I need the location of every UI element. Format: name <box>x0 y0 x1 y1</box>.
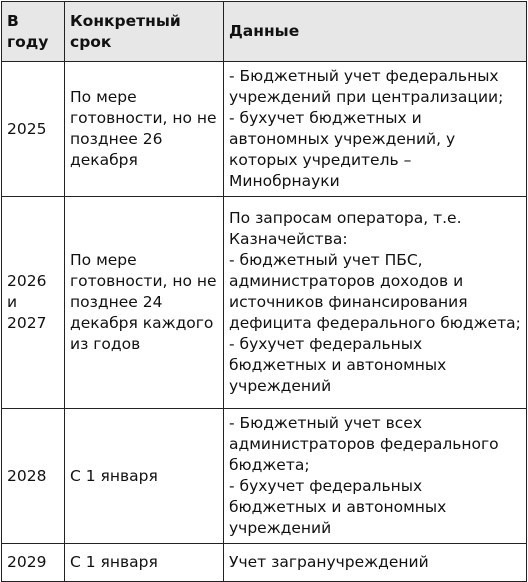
cell-data <box>224 544 527 582</box>
data-line: Учет загранучреждений <box>229 553 429 571</box>
data-line: - Бюджетный учет федеральных учреждений при централизации; <box>229 67 504 106</box>
cell-term: С 1 января <box>65 544 224 582</box>
header-row <box>2 2 527 62</box>
data-line: - бюджетный учет ПБС, администраторов доходов и источников финансирования дефицита федерального бюджета; <box>229 251 521 332</box>
data-line: - Бюджетный учет всех администраторов федерального бюджета; <box>229 414 499 474</box>
data-line: - бухучет бюджетных и автономных учреждений, у которых учредитель – Минобрнауки <box>229 109 456 190</box>
header-data: Данные <box>224 2 527 62</box>
cell-year: 2028 <box>2 409 65 544</box>
data-line: По запросам оператора, т.е. Казначейства: <box>229 209 462 248</box>
cell-term: По мере готовности, но не позднее 26 декабря <box>65 62 224 197</box>
cell-data <box>224 197 527 409</box>
schedule-table <box>1 1 527 582</box>
data-line: - бухучет федеральных бюджетных и автономных учреждений <box>229 477 447 537</box>
cell-data <box>224 409 527 544</box>
table-row <box>2 62 527 197</box>
table-row <box>2 544 527 582</box>
header-year: В году <box>2 2 65 62</box>
cell-term: По мере готовности, но не позднее 24 декабря каждого из годов <box>65 197 224 409</box>
table-row <box>2 409 527 544</box>
cell-term: С 1 января <box>65 409 224 544</box>
header-term: Конкретный срок <box>65 2 224 62</box>
cell-year: 2025 <box>2 62 65 197</box>
cell-year: 2026 и 2027 <box>2 197 65 409</box>
cell-year: 2029 <box>2 544 65 582</box>
table-row <box>2 197 527 409</box>
cell-data <box>224 62 527 197</box>
data-line: - бухучет федеральных бюджетных и автономных учреждений <box>229 335 447 395</box>
